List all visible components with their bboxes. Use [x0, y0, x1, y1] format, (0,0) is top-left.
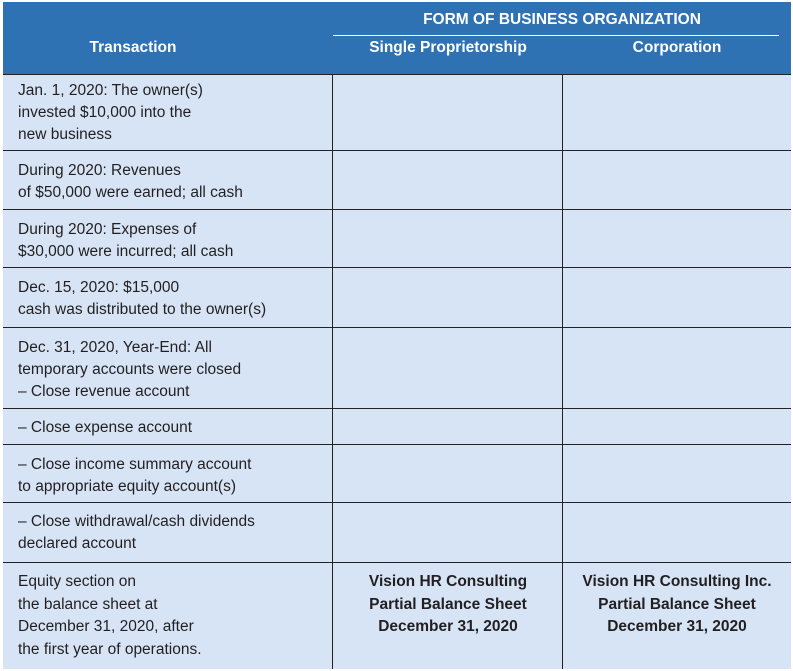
group-title: FORM OF BUSINESS ORGANIZATION — [423, 11, 701, 28]
table-row — [3, 74, 791, 150]
corp-balance-sheet-heading — [563, 571, 791, 639]
statement-title: Partial Balance Sheet — [598, 595, 756, 613]
corporation-header: Corporation — [632, 39, 722, 56]
sole-proprietorship-header: Single Proprietorship — [369, 39, 527, 56]
transaction-cell: – Close withdrawal/cash dividends declared account — [18, 513, 255, 552]
table-row — [3, 150, 791, 209]
company-name: Vision HR Consulting Inc. — [582, 573, 772, 590]
table-row — [3, 267, 791, 327]
transaction-cell: Dec. 15, 2020: $15,000 cash was distributed to the owner(s) — [18, 279, 267, 318]
table-header — [3, 2, 791, 74]
statement-date: December 31, 2020 — [378, 618, 518, 635]
table-row — [3, 408, 791, 444]
statement-title: Partial Balance Sheet — [369, 595, 527, 613]
sole-balance-sheet-heading — [333, 571, 563, 639]
transaction-cell: – Close income summary account to appropriate equity account(s) — [18, 456, 252, 495]
company-name: Vision HR Consulting — [368, 573, 528, 590]
transaction-cell: – Close expense account — [18, 419, 193, 436]
transaction-table — [3, 2, 791, 669]
table-row — [3, 562, 791, 669]
table-row — [3, 444, 791, 502]
transaction-cell: Dec. 31, 2020, Year-End: All temporary accounts were closed – Close revenue account — [18, 339, 242, 400]
table-row — [3, 209, 791, 267]
header-divider — [333, 35, 779, 36]
table-row — [3, 327, 791, 408]
transaction-cell: Equity section on the balance sheet at December 31, 2020, after the first year of operations. — [18, 573, 202, 659]
transaction-cell: Jan. 1, 2020: The owner(s) invested $10,000 into the new business — [18, 82, 203, 143]
statement-date: December 31, 2020 — [607, 618, 747, 635]
table-row — [3, 502, 791, 562]
transaction-cell: During 2020: Expenses of $30,000 were incurred; all cash — [18, 221, 234, 260]
transaction-cell: During 2020: Revenues of $50,000 were earned; all cash — [18, 162, 243, 201]
transaction-header: Transaction — [89, 39, 177, 56]
